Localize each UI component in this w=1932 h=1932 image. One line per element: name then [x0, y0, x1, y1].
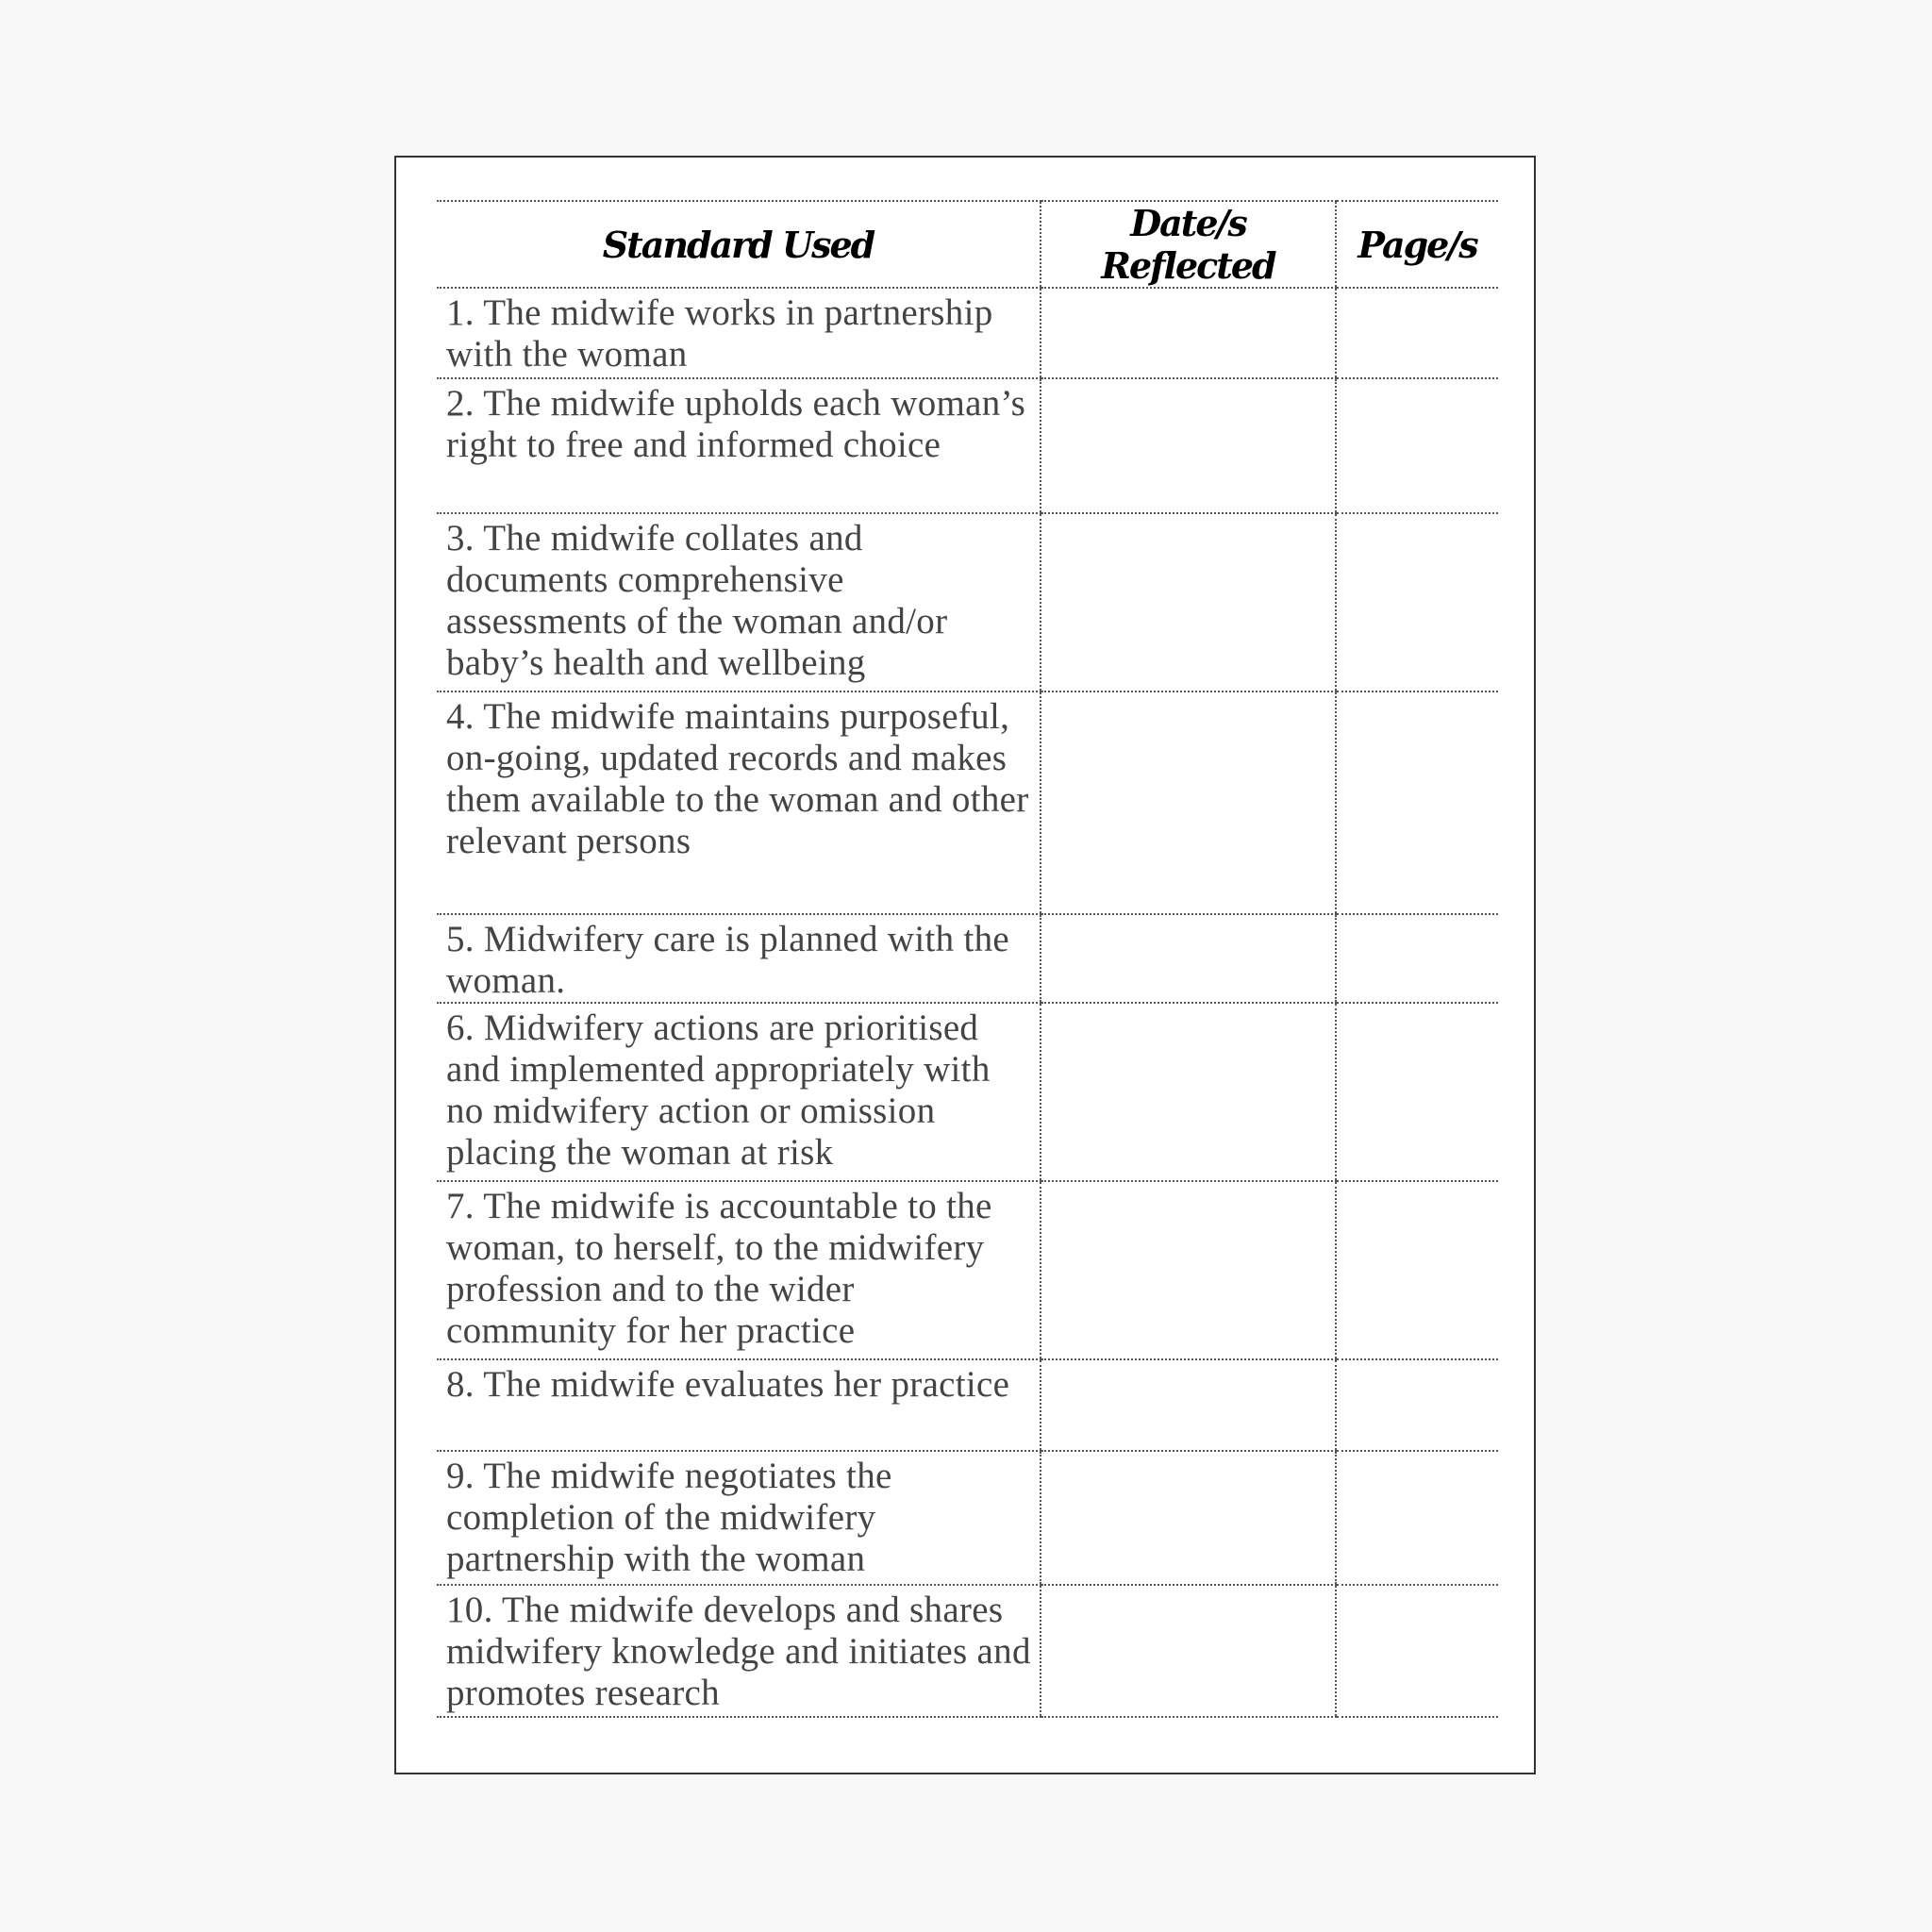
- date-reflected-cell[interactable]: [1041, 914, 1336, 1003]
- header-pages: Page/s: [1336, 201, 1498, 288]
- date-reflected-cell[interactable]: [1041, 288, 1336, 378]
- table-row: [437, 691, 1498, 914]
- date-reflected-cell[interactable]: [1041, 1359, 1336, 1451]
- table-row: [437, 1181, 1498, 1359]
- pages-cell[interactable]: [1336, 1003, 1498, 1181]
- date-reflected-cell[interactable]: [1041, 513, 1336, 691]
- date-reflected-cell[interactable]: [1041, 1451, 1336, 1585]
- table-row: [437, 1585, 1498, 1717]
- table-row: [437, 378, 1498, 513]
- table-row: [437, 288, 1498, 378]
- table-row: [437, 914, 1498, 1003]
- standards-table: [437, 200, 1498, 1718]
- pages-cell[interactable]: [1336, 1181, 1498, 1359]
- date-reflected-cell[interactable]: [1041, 1181, 1336, 1359]
- table-row: [437, 1003, 1498, 1181]
- header-dates-reflected: Date/s Reflected: [1041, 201, 1336, 288]
- standard-cell: 5. Midwifery care is planned with the woman.: [437, 914, 1041, 1003]
- date-reflected-cell[interactable]: [1041, 1585, 1336, 1717]
- date-reflected-cell[interactable]: [1041, 1003, 1336, 1181]
- pages-cell[interactable]: [1336, 513, 1498, 691]
- date-reflected-cell[interactable]: [1041, 378, 1336, 513]
- standard-cell: 10. The midwife develops and shares midwifery knowledge and initiates and promotes research: [437, 1585, 1041, 1717]
- table-row: [437, 1359, 1498, 1451]
- standard-cell: 9. The midwife negotiates the completion of the midwifery partnership with the woman: [437, 1451, 1041, 1585]
- table-row: [437, 513, 1498, 691]
- standard-cell: 8. The midwife evaluates her practice: [437, 1359, 1041, 1451]
- pages-cell[interactable]: [1336, 691, 1498, 914]
- pages-cell[interactable]: [1336, 288, 1498, 378]
- pages-cell[interactable]: [1336, 1359, 1498, 1451]
- worksheet-page: [394, 156, 1536, 1774]
- table-row: [437, 1451, 1498, 1585]
- header-row: [437, 201, 1498, 288]
- pages-cell[interactable]: [1336, 1451, 1498, 1585]
- date-reflected-cell[interactable]: [1041, 691, 1336, 914]
- standard-cell: 6. Midwifery actions are prioritised and implemented appropriately with no midwifery action or omission placing the woman at risk: [437, 1003, 1041, 1181]
- standard-cell: 7. The midwife is accountable to the woman, to herself, to the midwifery profession and to the wider community for her practice: [437, 1181, 1041, 1359]
- standard-cell: 1. The midwife works in partnership with the woman: [437, 288, 1041, 378]
- pages-cell[interactable]: [1336, 914, 1498, 1003]
- standard-cell: 3. The midwife collates and documents comprehensive assessments of the woman and/or baby’s health and wellbeing: [437, 513, 1041, 691]
- pages-cell[interactable]: [1336, 378, 1498, 513]
- standard-cell: 2. The midwife upholds each woman’s right to free and informed choice: [437, 378, 1041, 513]
- header-standard-used: Standard Used: [437, 201, 1041, 288]
- standard-cell: 4. The midwife maintains purposeful, on-going, updated records and makes them available to the woman and other relevant persons: [437, 691, 1041, 914]
- pages-cell[interactable]: [1336, 1585, 1498, 1717]
